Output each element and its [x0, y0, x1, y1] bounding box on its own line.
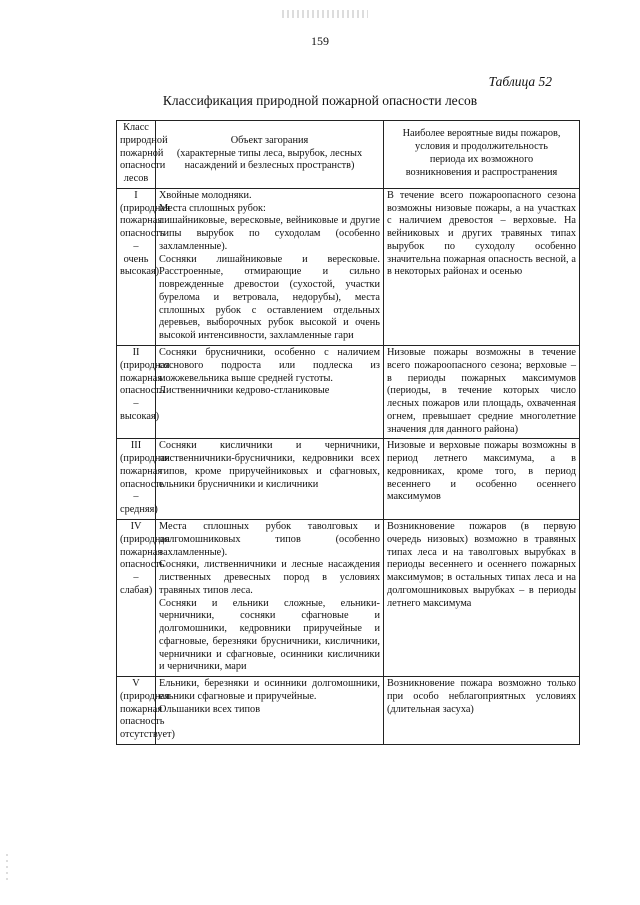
header-class: Класс природной пожарной опасности лесов — [117, 121, 156, 189]
fires-cell: В течение всего пожароопасного сезона возможны низовые пожары, а на участках с наличием древостоя – верховые. На вейниковых и других травяных типах вырубок по суходолу особенно значительна пожарная опасность весной, а в некоторых районах и осенью — [384, 188, 580, 345]
object-cell: Хвойные молодняки. Места сплошных рубок: лишайниковые, вересковые, вейниковые и другие типы вырубок по суходолам (особенно захламленные). Сосняки лишайниковые и вересковые. Расстроенные, отмирающие и сильно поврежденные древостои (сухостой, участки бурелома и ветровала, недорубы), места сплошных рубок с оставлением отдельных деревьев, выборочных рубок высокой и очень высокой интенсивности, захламленные гари — [156, 188, 384, 345]
fires-cell: Возникновение пожара возможно только при особо неблагоприятных условиях (длительная засуха) — [384, 677, 580, 745]
table-row-class-3 — [117, 439, 580, 520]
table-row-class-1 — [117, 188, 580, 345]
object-cell: Сосняки брусничники, особенно с наличием соснового подроста или подлеска из можжевельника выше средней густоты. Лиственничники кедрово-стланиковые — [156, 346, 384, 439]
class-cell: III (природная пожарная опасность – средняя) — [117, 439, 156, 520]
header-object: Объект загорания (характерные типы леса, вырубок, лесных насаждений и безлесных пространств) — [156, 121, 384, 189]
class-cell: V (природная пожарная опасность отсутствует) — [117, 677, 156, 745]
object-cell: Места сплошных рубок таволговых и долгомошниковых типов (особенно захламленные). Сосняки, лиственничники и лесные насаждения лиственных древесных пород в условиях травяных типов леса. Сосняки и ельники сложные, ельники-черничники, сосняки сфагновые и долгомошники, кедровники приручейные и сфагновые, березняки брусничники, кисличники, черничники и сфагновые, осинники кисличники и черничники, мари — [156, 519, 384, 676]
table-row-class-2 — [117, 346, 580, 439]
fires-cell: Низовые и верховые пожары возможны в период летнего максимума, а в кедровниках, кроме того, в период весеннего и особенно осеннего максимумов — [384, 439, 580, 520]
class-cell: IV (природная пожарная опасность – слабая) — [117, 519, 156, 676]
header-fires: Наиболее вероятные виды пожаров, условия и продолжительность периода их возможного возникновения и распространения — [384, 121, 580, 189]
fires-cell: Низовые пожары возможны в течение всего пожароопасного сезона; верховые – в периоды пожарных максимумов (периоды, в течение которых число лесных пожаров или площадь, охваченная огнем, превышает средние многолетние значения для данного района) — [384, 346, 580, 439]
scan-edge-artifact — [6, 850, 8, 880]
class-cell: I (природная пожарная опасность – очень высокая) — [117, 188, 156, 345]
table-row-class-5 — [117, 677, 580, 745]
object-cell: Сосняки кисличники и черничники, лиственничники-брусничники, кедровники всех типов, кроме приручейниковых и сфагновых, ельники брусничники и кисличники — [156, 439, 384, 520]
page-number: 159 — [311, 34, 329, 48]
table-title: Классификация природной пожарной опасности лесов — [162, 93, 478, 108]
table-header-row — [117, 121, 580, 189]
scan-artifact — [282, 10, 368, 18]
class-cell: II (природная пожарная опасность – высокая) — [117, 346, 156, 439]
table-row-class-4 — [117, 519, 580, 676]
table-caption: Таблица 52 — [488, 74, 552, 89]
object-cell: Ельники, березняки и осинники долгомошники, ельники сфагновые и приручейные. Ольшаники всех типов — [156, 677, 384, 745]
fires-cell: Возникновение пожаров (в первую очередь низовых) возможно в травяных типах леса и на таволговых вырубках в периоды весеннего и осеннего пожарных максимумов; в остальных типах леса и на долгомошниковых вырубках – в периоды летнего максимума — [384, 519, 580, 676]
fire-danger-table — [116, 120, 580, 745]
